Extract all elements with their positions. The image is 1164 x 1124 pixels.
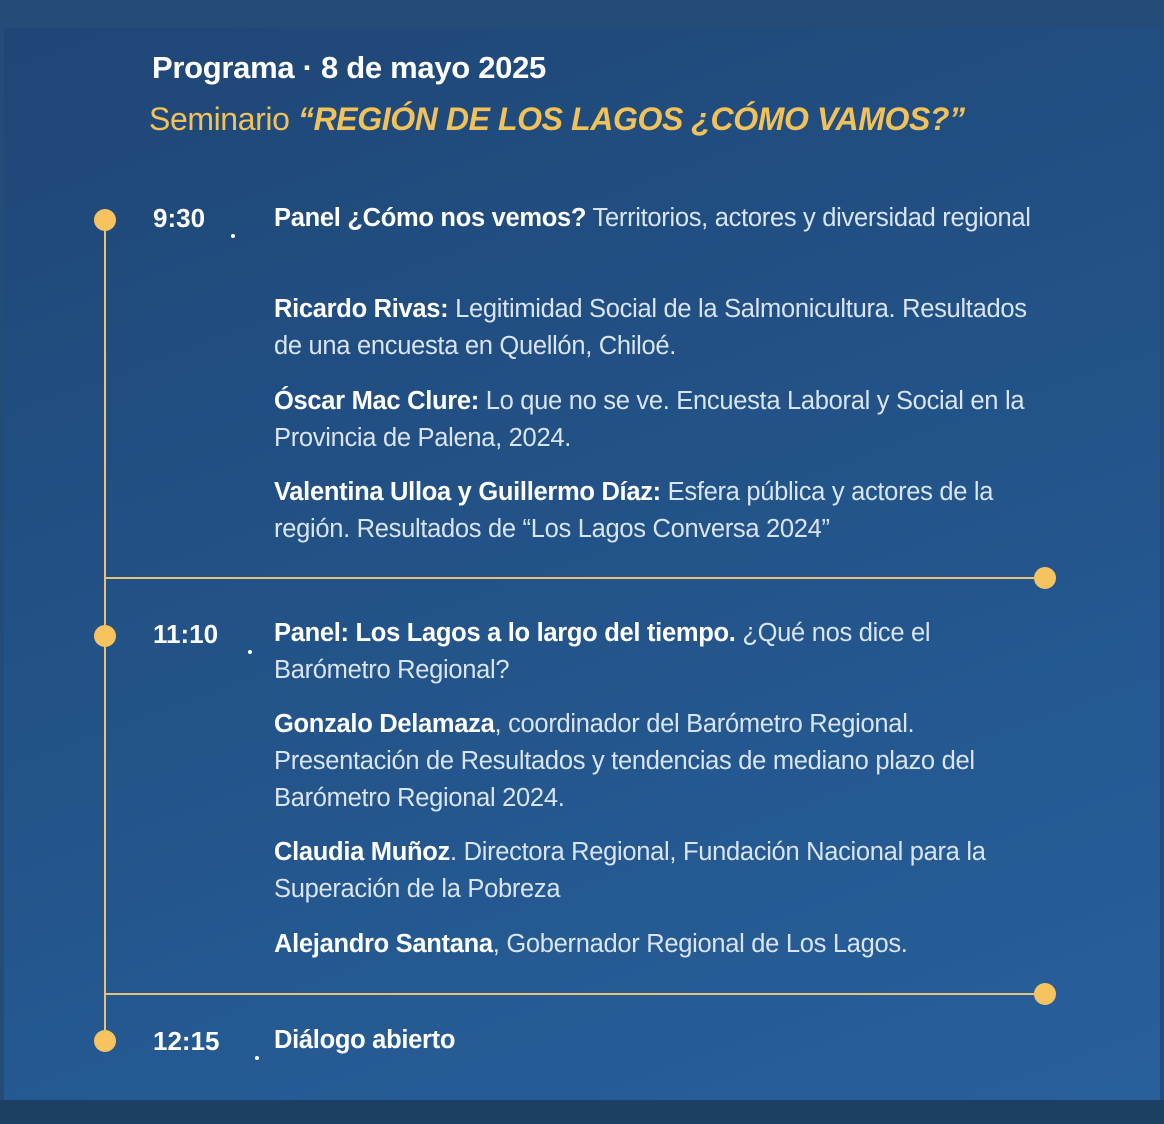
time-marker-dot (248, 650, 252, 654)
item-text: Territorios, actores y diversidad regional (586, 204, 1031, 232)
timeline-dot (94, 209, 116, 231)
seminar-subtitle (149, 101, 965, 138)
session-item (274, 474, 1034, 548)
item-text: Lo que no se ve. Encuesta Laboral y Social en la Provincia de Palena, 2024. (274, 387, 1025, 452)
item-text: ¿Qué nos dice el Barómetro Regional? (274, 619, 931, 684)
session-item (274, 615, 1034, 689)
item-heading: Diálogo abierto (274, 1026, 456, 1054)
session-time: 11:10 (153, 619, 219, 649)
subtitle-emphasis: “REGIÓN DE LOS LAGOS ¿CÓMO VAMOS?” (297, 101, 965, 137)
session-item (274, 706, 1034, 817)
item-text: Esfera pública y actores de la región. Resultados de “Los Lagos Conversa 2024” (274, 478, 994, 543)
item-heading: Alejandro Santana (274, 930, 493, 958)
item-heading: Valentina Ulloa y Guillermo Díaz: (274, 478, 661, 506)
session-time: 12:15 (153, 1026, 220, 1056)
subtitle-prefix: Seminario (149, 101, 298, 137)
session-item (274, 1022, 1034, 1059)
session-item (274, 291, 1034, 365)
item-text: , coordinador del Barómetro Regional. Presentación de Resultados y tendencias de mediano plazo del Barómetro Regional 2024. (274, 710, 975, 812)
session-item (274, 200, 1034, 237)
timeline-divider-dot (1034, 983, 1056, 1005)
item-heading: Óscar Mac Clure: (274, 387, 479, 415)
session-item (274, 926, 1034, 963)
bottom-band (0, 1100, 1164, 1124)
timeline-dot (94, 1030, 116, 1052)
item-heading: Panel ¿Cómo nos vemos? (274, 204, 587, 232)
timeline-dot (94, 625, 116, 647)
item-text: Legitimidad Social de la Salmonicultura. Resultados de una encuesta en Quellón, Chiloé. (274, 295, 1027, 360)
item-heading: Gonzalo Delamaza (274, 710, 495, 738)
session-item (274, 383, 1034, 457)
item-heading: Panel: Los Lagos a lo largo del tiempo. (274, 619, 736, 647)
timeline-divider (105, 577, 1045, 579)
session-item (274, 834, 1034, 908)
item-text: . Directora Regional, Fundación Nacional para la Superación de la Pobreza (274, 838, 986, 903)
session-time: 9:30 (153, 203, 206, 233)
time-marker-dot (255, 1056, 259, 1060)
item-heading: Ricardo Rivas: (274, 295, 449, 323)
item-heading: Claudia Muñoz (274, 838, 451, 866)
timeline-divider (105, 993, 1045, 995)
time-marker-dot (231, 234, 235, 238)
item-text: , Gobernador Regional de Los Lagos. (492, 930, 908, 958)
timeline-divider-dot (1034, 567, 1056, 589)
program-title: Programa · 8 de mayo 2025 (152, 50, 546, 85)
